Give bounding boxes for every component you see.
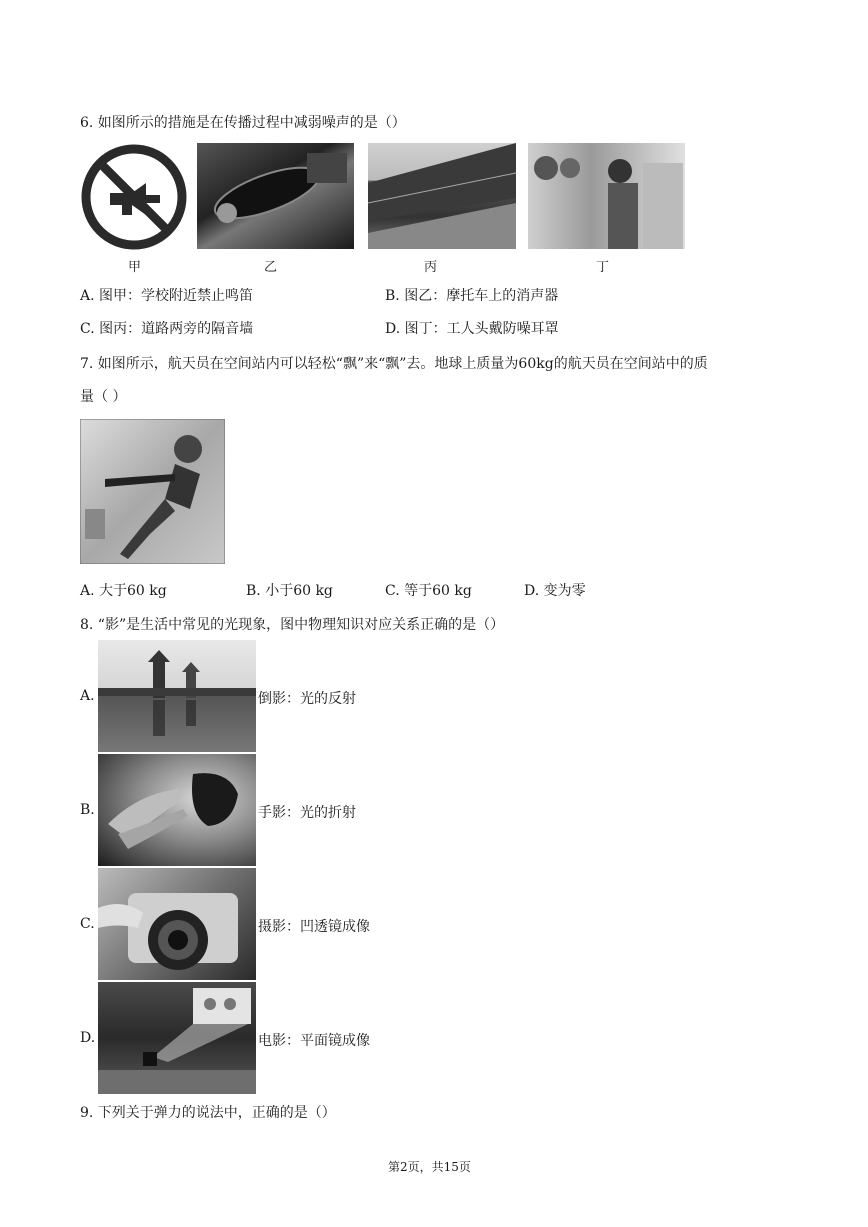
q7-option-b: B. 小于60 kg	[246, 583, 333, 599]
q6-option-c: C. 图丙：道路两旁的隔音墙	[80, 321, 254, 337]
q7-option-c: C. 等于60 kg	[385, 583, 472, 599]
movie-projection-photo	[98, 982, 256, 1094]
q7-option-d: D. 变为零	[524, 583, 586, 599]
q8-option-c-text: 摄影：凹透镜成像	[258, 919, 370, 935]
q6-option-a: A. 图甲：学校附近禁止鸣笛	[80, 288, 254, 304]
q6-stem: 6. 如图所示的措施是在传播过程中减弱噪声的是（）	[80, 115, 406, 131]
q8-option-c-letter: C.	[80, 916, 95, 932]
no-horn-sign-icon	[80, 143, 188, 251]
camera-photo	[98, 868, 256, 980]
q8-stem: 8. “影”是生活中常见的光现象，图中物理知识对应关系正确的是（）	[80, 617, 505, 633]
q6-caption-yi: 乙	[264, 260, 278, 275]
q7-option-a: A. 大于60 kg	[80, 583, 167, 599]
page-footer: 第2页，共15页	[388, 1160, 471, 1174]
hand-shadow-photo	[98, 754, 256, 866]
worker-earmuffs-photo	[528, 143, 685, 249]
q6-caption-ding: 丁	[596, 260, 610, 275]
q6-option-b: B. 图乙：摩托车上的消声器	[385, 288, 559, 304]
q8-option-d-text: 电影：平面镜成像	[258, 1033, 370, 1049]
q8-option-b-text: 手影：光的折射	[258, 805, 356, 821]
q8-option-a-text: 倒影：光的反射	[258, 691, 356, 707]
q6-caption-bing: 丙	[424, 260, 438, 275]
q7-stem-line2: 量（ ）	[80, 389, 127, 405]
sound-barrier-wall-photo	[368, 143, 516, 249]
pagoda-reflection-photo	[98, 640, 256, 752]
q8-option-b-letter: B.	[80, 802, 95, 818]
q7-stem-line1: 7. 如图所示，航天员在空间站内可以轻松“飘”来“飘”去。地球上质量为60kg的航天员在空间站中的质	[80, 356, 708, 372]
q8-option-a-letter: A.	[80, 688, 95, 704]
q9-stem: 9. 下列关于弹力的说法中，正确的是（）	[80, 1105, 336, 1121]
q6-option-d: D. 图丁：工人头戴防噪耳罩	[385, 321, 559, 337]
q8-option-d-letter: D.	[80, 1030, 96, 1046]
motorcycle-muffler-photo	[197, 143, 354, 249]
q6-caption-jia: 甲	[128, 260, 142, 275]
astronaut-photo	[80, 419, 225, 564]
